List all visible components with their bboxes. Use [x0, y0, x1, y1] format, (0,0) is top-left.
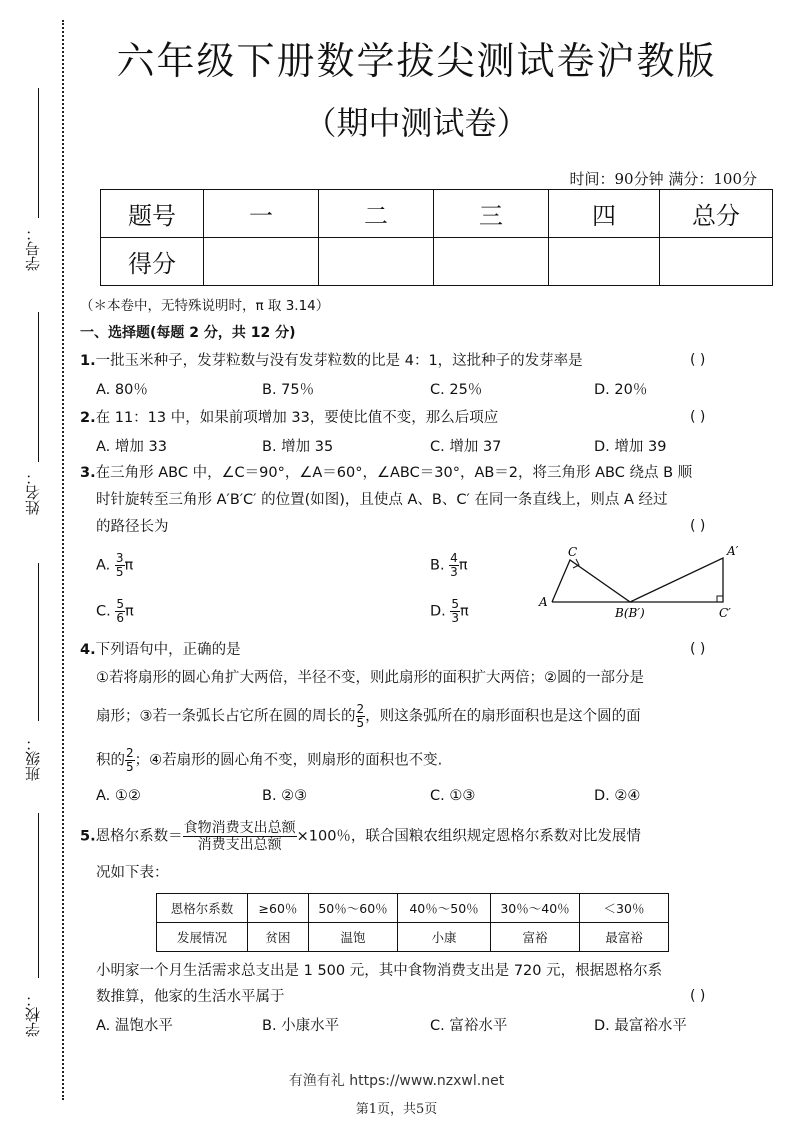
question-number: 3. [80, 465, 96, 481]
score-header-cell: 三 [434, 190, 549, 238]
question-1 [80, 348, 583, 374]
triangle-figure [530, 540, 750, 620]
score-input-cell[interactable] [549, 238, 660, 286]
option-b: B. ②③ [262, 788, 308, 804]
statement-line: ①若将扇形的圆心角扩大两倍，半径不变，则此扇形的面积扩大两倍；②圆的一部分是 [96, 670, 644, 686]
option-a: A. 增加 33 [96, 439, 167, 455]
answer-blank[interactable]: ( ) [690, 352, 706, 368]
section-heading: 一、选择题(每题 2 分，共 12 分) [80, 325, 296, 341]
class-line [38, 563, 39, 721]
engel-cell: 50％～60％ [309, 894, 398, 923]
option-d: D. ②④ [594, 788, 641, 804]
question-text: 下列语句中，正确的是 [95, 642, 241, 658]
question-text: 在 11：13 中，如果前项增加 33，要使比值不变，那么后项应 [95, 410, 499, 426]
question-text: 的路径长为 [96, 519, 169, 535]
score-header-cell: 题号 [101, 190, 204, 238]
engel-cell: ＜30％ [580, 894, 669, 923]
engel-cell: 温饱 [309, 923, 398, 952]
pi-note: （＊本卷中，无特殊说明时，π 取 3.14） [80, 298, 330, 314]
question-5: 5.恩格尔系数＝ $\frac{\text{食物消费支出总额}}{\text{消费支出总额}}$ ×100％，联合国粮农组织规定恩格尔系数对比发展情 [80, 820, 641, 853]
score-input-cell[interactable] [660, 238, 773, 286]
answer-blank[interactable]: ( ) [690, 518, 706, 534]
engel-cell: 恩格尔系数 [157, 894, 248, 923]
student-id-label: 学号： [24, 226, 42, 271]
option-c: C. 增加 37 [430, 439, 502, 455]
score-table [100, 189, 773, 286]
figure-label: A′ [727, 544, 739, 558]
score-input-cell[interactable] [319, 238, 434, 286]
option-c: C. ①③ [430, 788, 476, 804]
option-d: D. $\frac{5}{3}$ π [430, 597, 469, 625]
school-line [38, 813, 39, 978]
option-b: B. $\frac{4}{3}$ π [430, 551, 468, 579]
question-number: 2. [80, 410, 96, 426]
score-row-label: 得分 [101, 238, 204, 286]
question-number: 1. [80, 353, 96, 369]
exam-meta: 时间：90分钟 满分：100分 [569, 170, 757, 188]
question-text: 一批玉米种子，发芽粒数与没有发芽粒数的比是 4：1，这批种子的发芽率是 [95, 353, 583, 369]
option-d: D. 最富裕水平 [594, 1018, 687, 1034]
question-2 [80, 405, 498, 431]
class-label: 班级： [24, 736, 42, 781]
name-label: 姓名： [24, 470, 42, 515]
figure-label: B(B′) [615, 606, 645, 620]
engel-table [156, 893, 669, 952]
page-title: 六年级下册数学拔尖测试卷沪教版 [116, 39, 717, 83]
option-a: A. ①② [96, 788, 141, 804]
option-b: B. 增加 35 [262, 439, 334, 455]
page-subtitle: （期中测试卷） [304, 104, 529, 142]
question-3 [80, 460, 760, 540]
option-c: C. $\frac{5}{6}$ π [96, 597, 134, 625]
score-header-cell: 一 [204, 190, 319, 238]
figure-label: C′ [719, 606, 731, 620]
option-c: C. 富裕水平 [430, 1018, 508, 1034]
figure-label: C [568, 545, 578, 559]
figure-label: A [539, 595, 548, 609]
question-number: 5. [80, 828, 96, 845]
option-a: A. 温饱水平 [96, 1018, 173, 1034]
question-text: 小明家一个月生活需求总支出是 1 500 元，其中食物消费支出是 720 元，根据恩格尔系 [96, 963, 663, 979]
engel-cell: 30％～40％ [491, 894, 580, 923]
score-header-cell: 二 [319, 190, 434, 238]
score-header-cell: 总分 [660, 190, 773, 238]
question-text: 数推算，他家的生活水平属于 [96, 989, 285, 1005]
score-input-cell[interactable] [434, 238, 549, 286]
question-text: 时针旋转至三角形 A′B′C′ 的位置(如图)，且使点 A、B、C′ 在同一条直线上，则点 A 经过 [96, 492, 668, 508]
option-d: D. 20％ [594, 382, 648, 398]
option-d: D. 增加 39 [594, 439, 667, 455]
name-line [38, 312, 39, 462]
score-header-cell: 四 [549, 190, 660, 238]
option-a: A. $\frac{3}{5}$ π [96, 551, 134, 579]
question-number: 4. [80, 642, 96, 658]
answer-blank[interactable]: ( ) [690, 988, 706, 1004]
statement-line: 扇形；③若一条弧长占它所在圆的周长的 $\frac{2}{5}$ ，则这条弧所在的扇形面积也是这个圆的面 [96, 702, 641, 730]
engel-cell: 富裕 [491, 923, 580, 952]
answer-blank[interactable]: ( ) [690, 409, 706, 425]
option-c: C. 25％ [430, 382, 483, 398]
page-number: 第1页，共5页 [355, 1102, 438, 1117]
score-input-cell[interactable] [204, 238, 319, 286]
footer-watermark: 有渔有礼 https://www.nzxwl.net [288, 1073, 505, 1089]
question-text: 况如下表： [96, 865, 169, 881]
engel-cell: ≥60％ [248, 894, 309, 923]
answer-blank[interactable]: ( ) [690, 641, 706, 657]
statement-line: 积的 $\frac{2}{5}$ ；④若扇形的圆心角不变，则扇形的面积也不变. [96, 746, 443, 774]
question-4 [80, 637, 241, 663]
engel-cell: 小康 [398, 923, 491, 952]
option-a: A. 80％ [96, 382, 148, 398]
option-b: B. 小康水平 [262, 1018, 340, 1034]
engel-cell: 最富裕 [580, 923, 669, 952]
engel-cell: 贫困 [248, 923, 309, 952]
engel-cell: 40％～50％ [398, 894, 491, 923]
school-label: 学校： [24, 992, 42, 1037]
option-b: B. 75％ [262, 382, 315, 398]
binding-dotted-line [62, 20, 64, 1100]
question-text: 在三角形 ABC 中，∠C＝90°，∠A＝60°，∠ABC＝30°，AB＝2，将三角形 ABC 绕点 B 顺 [95, 465, 693, 481]
engel-cell: 发展情况 [157, 923, 248, 952]
